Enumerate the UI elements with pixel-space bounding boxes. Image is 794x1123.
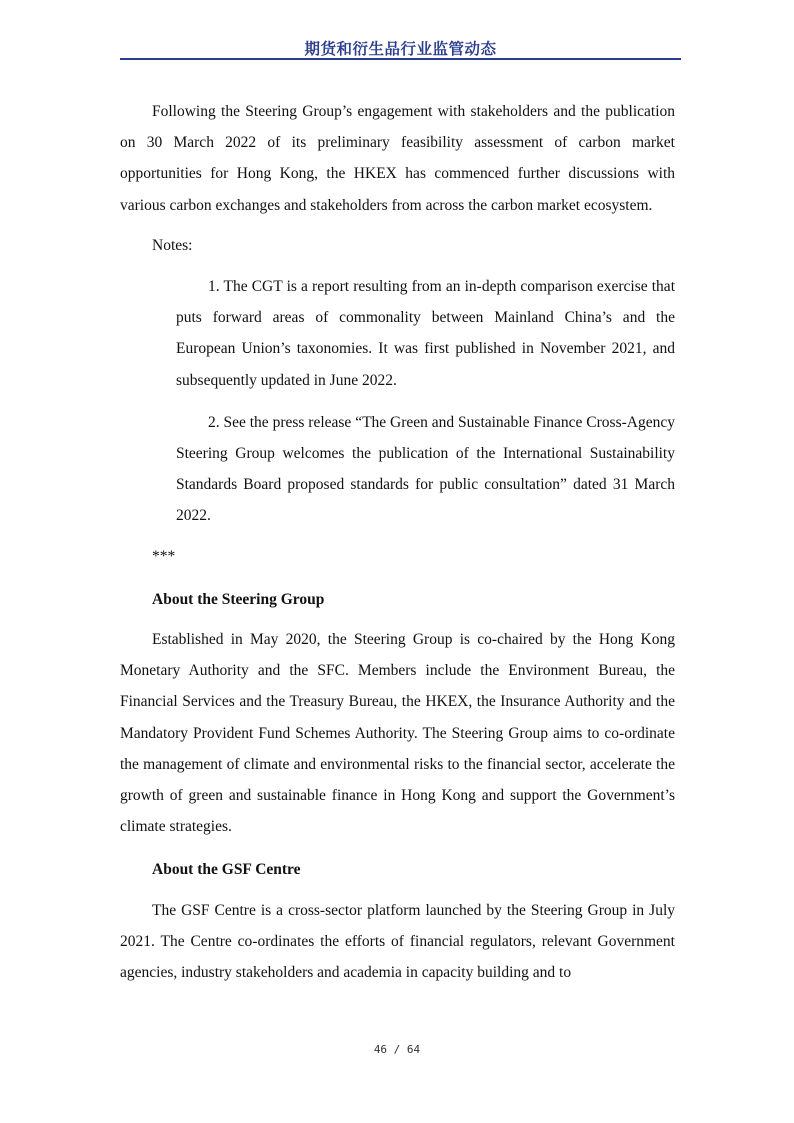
notes-list — [120, 271, 675, 532]
running-header-title: 期货和衍生品行业监管动态 — [304, 40, 497, 58]
note-item-1: 1. The CGT is a report resulting from an in-depth comparison exercise that puts forward areas of commonality between Mainland China’s and the European Union’s taxonomies. It was first published in November 2021, and subsequently updated in June 2022. — [176, 278, 675, 389]
section-separator: *** — [152, 547, 176, 565]
page-body — [120, 96, 675, 988]
notes-label: Notes: — [152, 236, 193, 254]
page-number: 46 / 64 — [373, 1043, 421, 1056]
heading-steering-group: About the Steering Group — [152, 590, 325, 608]
paragraph-gsf-centre: The GSF Centre is a cross-sector platform launched by the Steering Group in July 2021. The Centre co-ordinates the efforts of financial regulators, relevant Government agencies, industry stakeholders and academia in capacity building and to — [120, 901, 675, 982]
paragraph-steering-group: Established in May 2020, the Steering Group is co-chaired by the Hong Kong Monetary Authority and the SFC. Members include the Environment Bureau, the Financial Services and the Treasury Bureau, the HKEX, the Insurance Authority and the Mandatory Provident Fund Schemes Authority. The Steering Group aims to co-ordinate the management of climate and environmental risks to the financial sector, accelerate the growth of green and sustainable finance in Hong Kong and support the Government’s climate strategies. — [120, 631, 675, 836]
paragraph-carbon-market: Following the Steering Group’s engagement with stakeholders and the publication on 30 March 2022 of its preliminary feasibility assessment of carbon market opportunities for Hong Kong, the HKEX has commenced further discussions with various carbon exchanges and stakeholders from across the carbon market ecosystem. — [120, 103, 675, 214]
note-item-2: 2. See the press release “The Green and Sustainable Finance Cross-Agency Steering Group welcomes the publication of the International Sustainability Standards Board proposed standards for public consultation” dated 31 March 2022. — [176, 413, 675, 525]
header-divider — [120, 58, 681, 60]
heading-gsf-centre: About the GSF Centre — [152, 861, 301, 879]
